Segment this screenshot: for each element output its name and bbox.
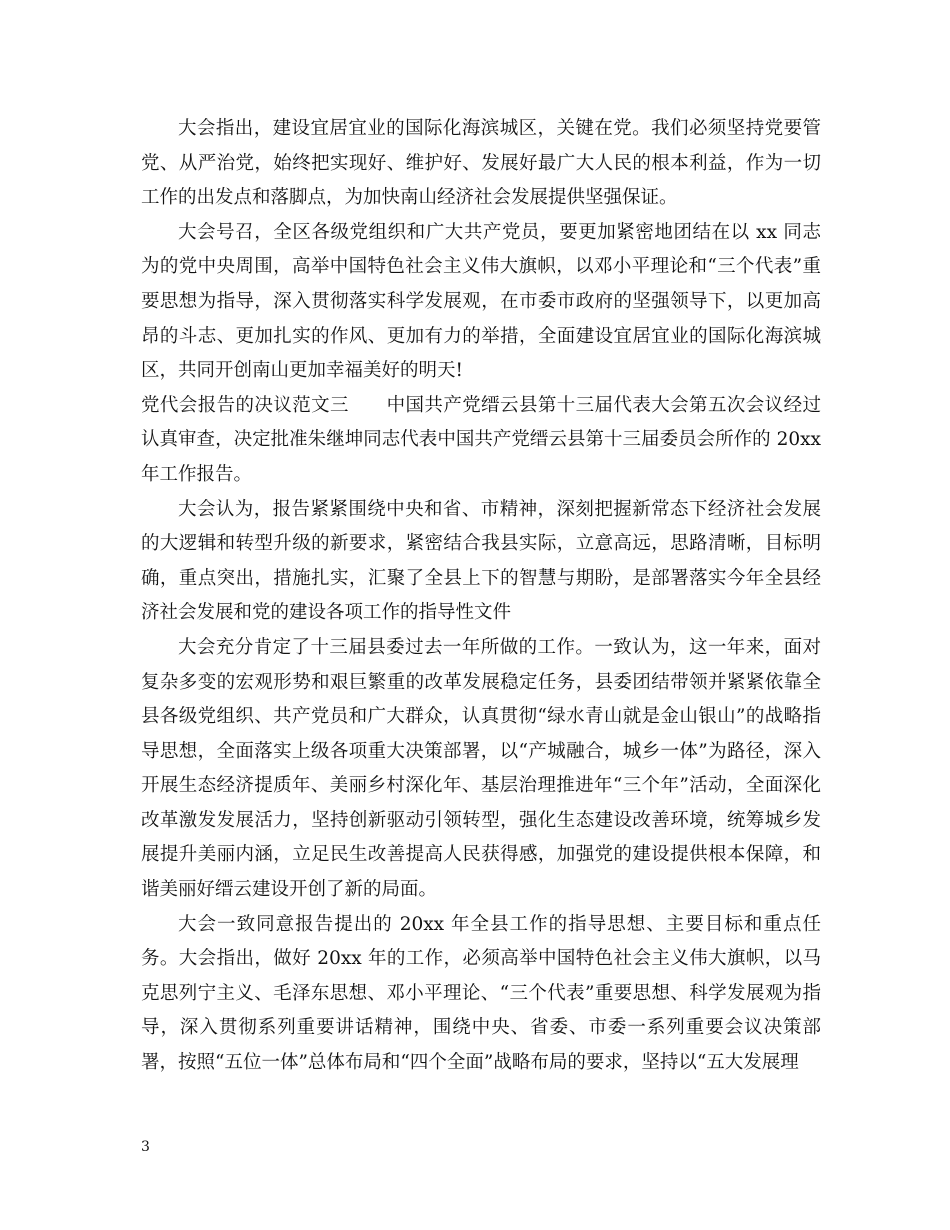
paragraph-4: 大会认为，报告紧紧围绕中央和省、市精神，深刻把握新常态下经济社会发展的大逻辑和转型升级的新要求，紧密结合我县实际，立意高远，思路清晰，目标明确，重点突出，措施扎实，汇聚了全县上下的智慧与期盼，是部署落实今年全县经济社会发展和党的建设各项工作的指导性文件 [141,498,821,624]
page-number: 3 [141,1139,150,1155]
paragraph-6: 大会一致同意报告提出的 20xx 年全县工作的指导思想、主要目标和重点任务。大会指出，做好 20xx 年的工作，必须高举中国特色社会主义伟大旗帜，以马克思列宁主义、毛泽东思想、邓小平理论、“三个代表”重要思想、科学发展观为指导，深入贯彻系列重要讲话精神，围绕中央、省委、市委一系列重要会议决策部署，按照“五位一体”总体布局和“四个全面”战略布局的要求，坚持以“五大发展理 [141,913,821,1074]
paragraph-2: 大会号召，全区各级党组织和广大共产党员，要更加紧密地团结在以 xx 同志为的党中央周围，高举中国特色社会主义伟大旗帜，以邓小平理论和“三个代表”重要思想为指导，深入贯彻落实科学发展观，在市委市政府的坚强领导下，以更加高昂的斗志、更加扎实的作风、更加有力的举措，全面建设宜居宜业的国际化海滨城区，共同开创南山更加幸福美好的明天! [141,221,821,382]
paragraph-3 [141,389,821,493]
document-body [141,112,821,1081]
paragraph-1: 大会指出，建设宜居宜业的国际化海滨城区，关键在党。我们必须坚持党要管党、从严治党，始终把实现好、维护好、发展好最广大人民的根本利益，作为一切工作的出发点和落脚点，为加快南山经济社会发展提供坚强保证。 [141,118,821,209]
paragraph-5: 大会充分肯定了十三届县委过去一年所做的工作。一致认为，这一年来，面对复杂多变的宏观形势和艰巨繁重的改革发展稳定任务，县委团结带领并紧紧依靠全县各级党组织、共产党员和广大群众，认真贯彻“绿水青山就是金山银山”的战略指导思想，全面落实上级各项重大决策部署，以“产城融合，城乡一体”为路径，深入开展生态经济提质年、美丽乡村深化年、基层治理推进年“三个年”活动，全面深化改革激发发展活力，坚持创新驱动引领转型，强化生态建设改善环境，统筹城乡发展提升美丽内涵，立足民生改善提高人民获得感，加强党的建设提供根本保障，和谐美丽好缙云建设开创了新的局面。 [141,636,821,901]
heading-gap [349,395,387,416]
section-heading: 党代会报告的决议范文三 [141,394,349,416]
paragraph-3-text: 中国共产党缙云县第十三届代表大会第五次会议经过认真审查，决定批准朱继坤同志代表中国共产党缙云县第十三届委员会所作的 20xx 年工作报告。 [141,394,821,485]
